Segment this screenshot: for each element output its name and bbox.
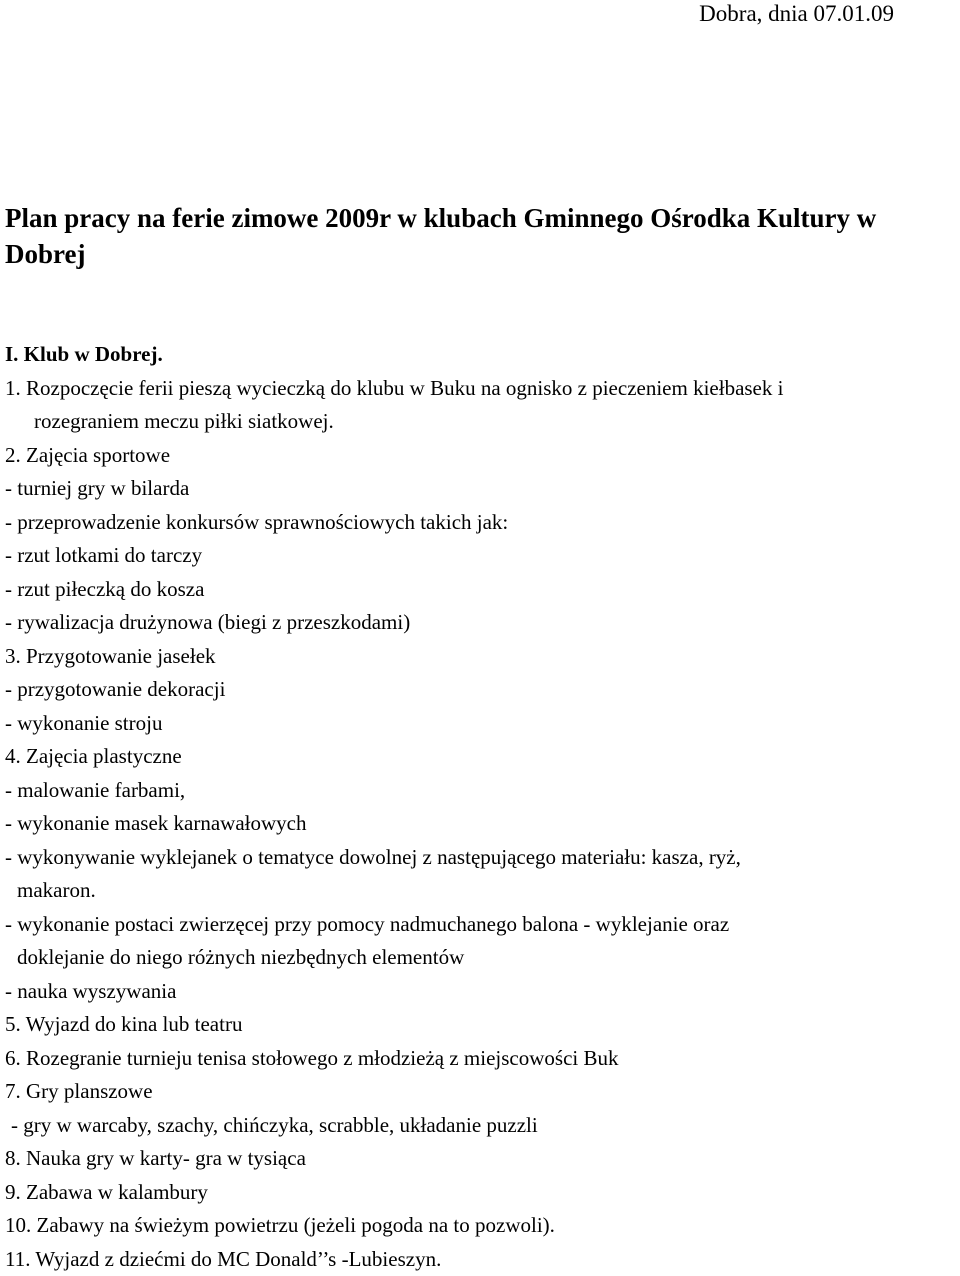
list-subitem: - wykonywanie wyklejanek o tematyce dowolnej z następującego materiału: kasza, ryż, — [5, 841, 955, 875]
list-item: 3. Przygotowanie jasełek — [5, 640, 955, 674]
list-item: 11. Wyjazd z dziećmi do MC Donald’’s -Lubieszyn. — [5, 1243, 955, 1276]
list-subitem: - wykonanie postaci zwierzęcej przy pomocy nadmuchanego balona - wyklejanie oraz — [5, 908, 955, 942]
list-subitem: - wykonanie masek karnawałowych — [5, 807, 955, 841]
list-item: 8. Nauka gry w karty- gra w tysiąca — [5, 1142, 955, 1176]
list-item: 1. Rozpoczęcie ferii pieszą wycieczką do klubu w Buku na ognisko z pieczeniem kiełbasek i — [5, 372, 955, 406]
list-item: 6. Rozegranie turnieju tenisa stołowego z młodzieżą z miejscowości Buk — [5, 1042, 955, 1076]
document-title: Plan pracy na ferie zimowe 2009r w klubach Gminnego Ośrodka Kultury w Dobrej — [5, 200, 960, 272]
document-body — [5, 338, 955, 1276]
list-subitem: - turniej gry w bilarda — [5, 472, 955, 506]
list-subitem: - rywalizacja drużynowa (biegi z przeszkodami) — [5, 606, 955, 640]
list-item-continuation: rozegraniem meczu piłki siatkowej. — [5, 405, 955, 439]
section-heading: I. Klub w Dobrej. — [5, 338, 955, 372]
list-item: 10. Zabawy na świeżym powietrzu (jeżeli pogoda na to pozwoli). — [5, 1209, 955, 1243]
list-item: 7. Gry planszowe — [5, 1075, 955, 1109]
list-item: 2. Zajęcia sportowe — [5, 439, 955, 473]
list-item: 5. Wyjazd do kina lub teatru — [5, 1008, 955, 1042]
list-subitem: - przeprowadzenie konkursów sprawnościowych takich jak: — [5, 506, 955, 540]
list-item: 4. Zajęcia plastyczne — [5, 740, 955, 774]
list-subitem-continuation: doklejanie do niego różnych niezbędnych elementów — [5, 941, 955, 975]
list-subitem: - rzut piłeczką do kosza — [5, 573, 955, 607]
list-subitem: - gry w warcaby, szachy, chińczyka, scrabble, układanie puzzli — [5, 1109, 955, 1143]
list-item: 9. Zabawa w kalambury — [5, 1176, 955, 1210]
document-date: Dobra, dnia 07.01.09 — [699, 0, 894, 28]
list-subitem: - rzut lotkami do tarczy — [5, 539, 955, 573]
list-subitem-continuation: makaron. — [5, 874, 955, 908]
list-subitem: - nauka wyszywania — [5, 975, 955, 1009]
list-subitem: - malowanie farbami, — [5, 774, 955, 808]
list-subitem: - wykonanie stroju — [5, 707, 955, 741]
list-subitem: - przygotowanie dekoracji — [5, 673, 955, 707]
